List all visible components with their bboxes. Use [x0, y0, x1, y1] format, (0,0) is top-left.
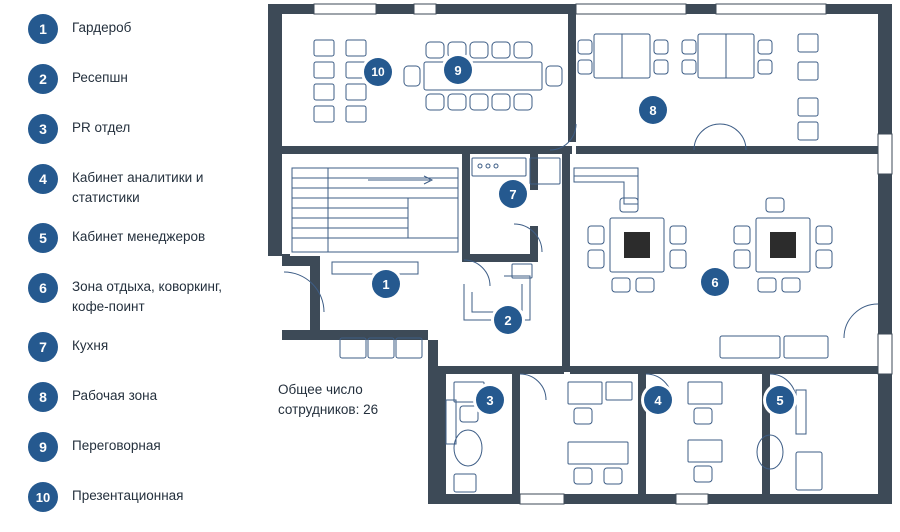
legend-label-8: Рабочая зона — [72, 388, 158, 404]
legend-item-1[interactable] — [28, 14, 268, 48]
legend-label-7: Кухня — [72, 338, 109, 354]
door-arcs — [464, 260, 490, 286]
legend-badge-6: 6 — [28, 273, 58, 303]
plan-marker-3[interactable]: 3 — [476, 386, 504, 414]
room-5-managers — [688, 374, 822, 490]
plan-marker-1[interactable]: 1 — [372, 270, 400, 298]
legend-label-4: Кабинет аналитики и статистики — [72, 170, 204, 205]
plan-marker-2[interactable]: 2 — [494, 306, 522, 334]
stairs — [292, 168, 458, 252]
legend-badge-3: 3 — [28, 114, 58, 144]
legend-label-3: PR отдел — [72, 120, 131, 135]
plan-marker-7[interactable]: 7 — [499, 180, 527, 208]
legend-badge-8: 8 — [28, 382, 58, 412]
legend-badge-9: 9 — [28, 432, 58, 462]
legend-label-2: Ресепшн — [72, 70, 128, 85]
legend-label-5: Кабинет менеджеров — [72, 229, 206, 245]
legend-badge-5: 5 — [28, 223, 58, 253]
legend-item-8[interactable] — [28, 382, 268, 416]
plan-marker-4[interactable]: 4 — [644, 386, 672, 414]
legend-label-9: Переговорная — [72, 438, 161, 454]
floor-plan-drawing — [268, 0, 900, 514]
plan-svg — [268, 0, 900, 514]
legend-item-6[interactable] — [28, 273, 268, 316]
legend-item-4[interactable] — [28, 164, 268, 207]
total-employees-note: Общее число сотрудников: 26 — [278, 382, 379, 417]
room-10-presentation — [314, 40, 366, 122]
plan-marker-5[interactable]: 5 — [766, 386, 794, 414]
legend-label-10: Презентационная — [72, 488, 184, 504]
room-8-work-zone — [550, 34, 818, 150]
legend-badge-2: 2 — [28, 64, 58, 94]
legend-item-5[interactable] — [28, 223, 268, 257]
plan-marker-8[interactable]: 8 — [639, 96, 667, 124]
plan-marker-9[interactable]: 9 — [444, 56, 472, 84]
plan-marker-6[interactable]: 6 — [701, 268, 729, 296]
legend-item-9[interactable] — [28, 432, 268, 466]
legend-badge-1: 1 — [28, 14, 58, 44]
legend-item-10[interactable] — [28, 482, 268, 516]
legend-badge-10: 10 — [28, 482, 58, 512]
legend-item-2[interactable] — [28, 64, 268, 98]
legend-label-1: Гардероб — [72, 20, 132, 35]
room-6-lounge — [574, 168, 878, 358]
legend-badge-4: 4 — [28, 164, 58, 194]
legend-item-7[interactable] — [28, 332, 268, 366]
legend-badge-7: 7 — [28, 332, 58, 362]
room-9-meeting — [404, 42, 562, 110]
legend — [28, 14, 268, 532]
legend-item-3[interactable] — [28, 114, 268, 148]
legend-label-6: Зона отдыха, коворкинг, кофе-поинт — [72, 279, 223, 314]
plan-marker-10[interactable]: 10 — [364, 58, 392, 86]
